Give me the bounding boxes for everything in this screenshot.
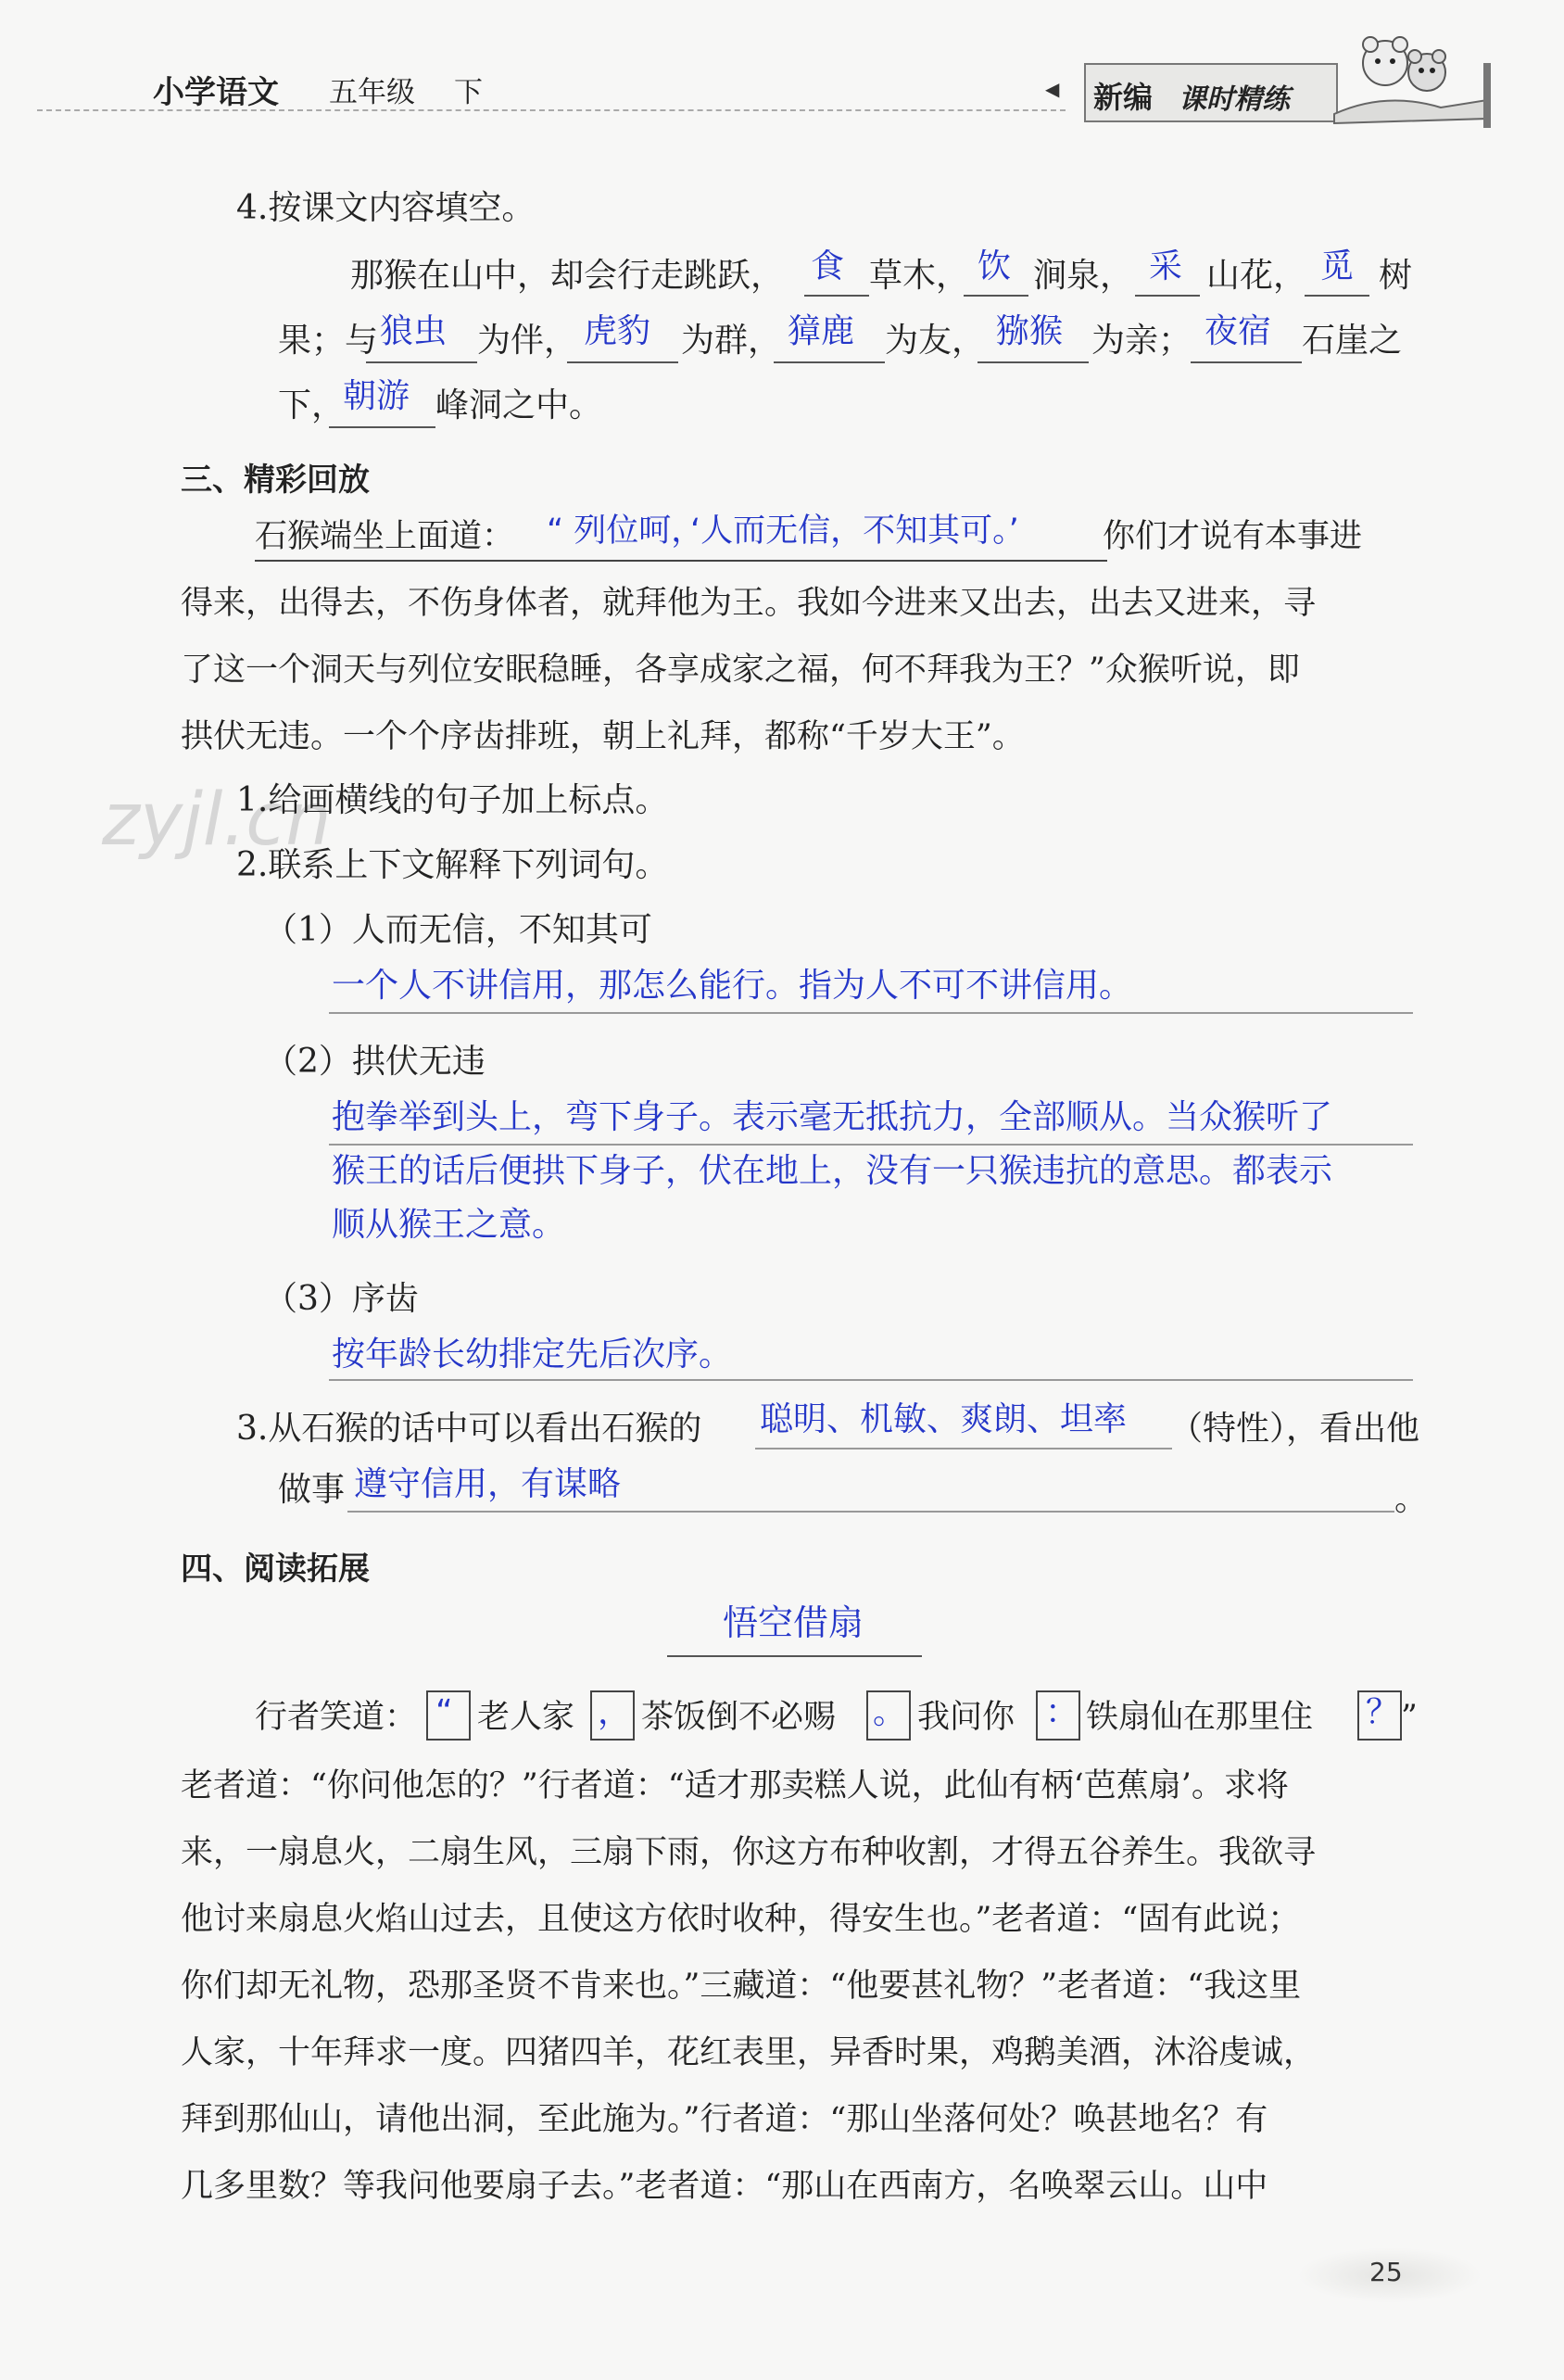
header-arrow-icon: ◀ (1045, 78, 1060, 100)
watermark: zyjl.cn (102, 779, 332, 862)
q4-line2-text: 为伴， (477, 322, 578, 360)
punct-answer: 。 (873, 1693, 907, 1731)
passage-line: 你们却无礼物，恐那圣贤不肯来也。”三藏道：“他要甚礼物？”老者道：“我这里 (181, 1968, 1302, 2005)
q4-title: 4.按课文内容填空。 (236, 189, 536, 227)
question-3: 。 (1394, 1480, 1429, 1518)
story-title: 悟空借扇 (723, 1602, 864, 1643)
passage-line: 几多里数？等我问他要扇子去。”老者道：“那山在西南方，名唤翠云山。山中 (181, 2168, 1268, 2205)
header-grade: 五年级 (329, 76, 415, 109)
answer-5: 狼虫 (380, 312, 448, 350)
q4-line1-text: 树 (1379, 257, 1413, 295)
passage-line: 拱伏无违。一个个序齿排班，朝上礼拜，都称“千岁大王”。 (181, 718, 1025, 755)
blank-8[interactable] (978, 361, 1089, 363)
header-brand-box (1084, 63, 1338, 122)
q4-line1-text: 山花， (1206, 257, 1307, 295)
answer-7: 獐鹿 (788, 312, 855, 350)
header-term: 下 (454, 76, 483, 109)
header-subject: 小学语文 (153, 74, 279, 111)
answer-10: 朝游 (343, 377, 410, 415)
passage-line: 来，一扇息火，二扇生风，三扇下雨，你这方布种收割，才得五谷养生。我欲寻 (181, 1834, 1317, 1871)
q4-line2-text: 为友， (885, 322, 986, 360)
answer-3a: 聪明、机敏、爽朗、坦率 (760, 1400, 1128, 1438)
passage-line: 了这一个洞天与列位安眠稳睡，各享成家之福，何不拜我为王？”众猴听说，即 (181, 652, 1300, 689)
passage-line: 茶饭倒不必赐 (641, 1699, 837, 1736)
q4-line1-text: 草木， (869, 257, 970, 295)
answer-1: 食 (811, 247, 845, 285)
answer-2: 饮 (978, 247, 1012, 285)
q4-line3-text: 下， (278, 386, 346, 424)
bear-mascot-icon (1330, 26, 1496, 128)
passage-line: 你们才说有本事进 (1103, 518, 1363, 555)
answer-2-3: 按年龄长幼排定先后次序。 (332, 1336, 733, 1374)
answer-9: 夜宿 (1205, 312, 1272, 350)
passage-line: 石猴端坐上面道： (255, 518, 515, 555)
answer-2-2: 顺从猴王之意。 (332, 1206, 566, 1244)
q4-line2-text: 石崖之 (1302, 322, 1403, 360)
question-1: 1.给画横线的句子加上标点。 (236, 781, 669, 819)
q4-line2-text: 为群， (681, 322, 782, 360)
passage-underline (255, 560, 1107, 562)
page-number: 25 (1369, 2257, 1403, 2287)
blank-9[interactable] (1191, 361, 1302, 363)
passage-line: 行者笑道： (255, 1699, 418, 1736)
answer-2-2: 猴王的话后便拱下身子，伏在地上，没有一只猴违抗的意思。都表示 (332, 1152, 1333, 1190)
answer-8: 猕猴 (996, 312, 1064, 350)
blank-2[interactable] (964, 295, 1028, 297)
answer-2-2: 抱拳举到头上，弯下身子。表示毫无抵抗力，全部顺从。当众猴听了 (332, 1098, 1333, 1136)
punct-answer: “ (435, 1693, 453, 1731)
section-4-title: 四、阅读拓展 (181, 1551, 370, 1588)
passage-line: 老者道：“你问他怎的？”行者道：“适才那卖糕人说，此仙有柄‘芭蕉扇’。求将 (181, 1767, 1289, 1804)
punct-answer: ， (598, 1693, 632, 1731)
blank-5[interactable] (366, 361, 477, 363)
q4-line2-text: 为亲； (1091, 322, 1192, 360)
story-title-underline (667, 1655, 922, 1657)
blank-7[interactable] (774, 361, 885, 363)
passage-line: 铁扇仙在那里住 (1086, 1699, 1314, 1736)
answer-3: 采 (1149, 247, 1183, 285)
question-3: 3.从石猴的话中可以看出石猴的 (236, 1410, 702, 1448)
blank-6[interactable] (567, 361, 678, 363)
passage-punct-answer: ‘人而无信，不知其可。’ (690, 513, 1019, 550)
header-divider (37, 109, 1066, 111)
header-brand-title: 课时精练 (1179, 83, 1290, 116)
blank-4[interactable] (1305, 295, 1369, 297)
passage-line: 老人家 (477, 1699, 575, 1736)
punct-answer: ？ (1366, 1693, 1400, 1731)
q4-line1-text: 那猴在山中，却会行走跳跃， (350, 257, 785, 295)
question-2-1: （1）人而无信，不知其可 (264, 911, 652, 949)
answer-6: 虎豹 (584, 312, 651, 350)
header-brand-new: 新编 (1093, 80, 1154, 115)
passage-line: 拜到那仙山，请他出洞，至此施为。”行者道：“那山坐落何处？唤甚地名？有 (181, 2101, 1268, 2138)
q4-line2-text: 果；与 (278, 322, 379, 360)
answer-4: 觅 (1320, 247, 1355, 285)
answer-line[interactable] (329, 1379, 1413, 1381)
section-3-title: 三、精彩回放 (181, 462, 370, 499)
punct-answer: ： (1045, 1693, 1079, 1731)
answer-line[interactable] (329, 1144, 1413, 1146)
question-3: 做事 (278, 1471, 346, 1509)
passage-line: 人家，十年拜求一度。四猪四羊，花红表里，异香时果，鸡鹅美酒，沐浴虔诚， (181, 2034, 1317, 2071)
blank-1[interactable] (804, 295, 869, 297)
passage-line: 得来，出得去，不伤身体者，就拜他为王。我如今进来又出去，出去又进来，寻 (181, 585, 1317, 622)
question-2-3: （3）序齿 (264, 1280, 419, 1318)
question-2: 2.联系上下文解释下列词句。 (236, 846, 669, 884)
q4-line3-text: 峰洞之中。 (435, 386, 603, 424)
passage-line: 他讨来扇息火焰山过去，且使这方依时收种，得安生也。”老者道：“固有此说； (181, 1901, 1301, 1938)
blank-10[interactable] (329, 426, 435, 428)
question-2-2: （2）拱伏无违 (264, 1043, 486, 1081)
answer-line[interactable] (755, 1448, 1172, 1450)
answer-3b: 遵守信用，有谋略 (354, 1465, 622, 1503)
blank-3[interactable] (1135, 295, 1200, 297)
question-3: （特性），看出他 (1169, 1410, 1420, 1448)
passage-line: 我问你 (917, 1699, 1015, 1736)
passage-punct-answer: “ 列位呵， (547, 513, 704, 550)
answer-line[interactable] (347, 1511, 1394, 1513)
answer-2-1: 一个人不讲信用，那怎么能行。指为人不可不讲信用。 (332, 967, 1133, 1005)
q4-line1-text: 涧泉， (1033, 257, 1134, 295)
answer-line[interactable] (329, 1012, 1413, 1014)
passage-line: ” (1401, 1699, 1418, 1736)
